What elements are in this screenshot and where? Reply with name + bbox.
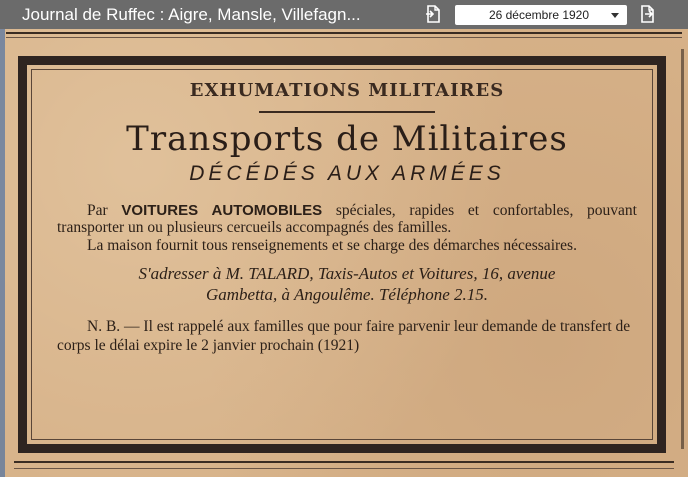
ad-address-line-2: Gambetta, à Angoulême. Téléphone 2.15. [205,285,489,304]
scan-edge [0,29,5,477]
ad-paragraph-2: La maison fournit tous renseignements et se charge des démarches nécessaires. [87,237,577,254]
ad-note [57,317,637,355]
column-rule-right [681,49,684,449]
ad-address [57,263,637,305]
ad-body [57,202,637,254]
ad-subtitle: DÉCÉDÉS AUX ARMÉES [189,162,505,185]
newspaper-scan[interactable] [0,29,688,477]
document-export-icon[interactable] [423,4,443,24]
advertisement-box [18,56,666,453]
viewer-toolbar [0,0,688,29]
ad-note-text: N. B. — Il est rappelé aux familles que pour faire parvenir leur demande de transfert de corps le délai expire le 2 janvier prochain (1921) [57,318,631,354]
ad-address-line-1: S'adresser à M. TALARD, Taxis-Autos et Voitures, 16, avenue [138,264,556,283]
date-select-value: 26 décembre 1920 [488,8,590,22]
column-rule-bottom [14,461,674,469]
ad-para1-rest: spéciales, rapides et confortables, pouvant transporter un ou plusieurs cercueils accompagnés des familles. [57,202,637,236]
advertisement-content [57,79,637,355]
document-title: Journal de Ruffec : Aigre, Mansle, Villefagn... [22,5,361,24]
ad-heading-rule [259,111,435,113]
ad-para1-strong: VOITURES AUTOMOBILES [121,202,323,219]
ad-paragraph-1 [57,202,637,236]
ad-para1-prefix: Par [87,202,122,219]
date-select[interactable] [455,5,627,25]
ad-title: Transports de Militaires [126,119,568,159]
document-next-icon[interactable] [638,4,658,24]
column-rule-top [6,32,682,38]
chevron-down-icon [611,13,619,18]
ad-heading: EXHUMATIONS MILITAIRES [189,80,505,101]
